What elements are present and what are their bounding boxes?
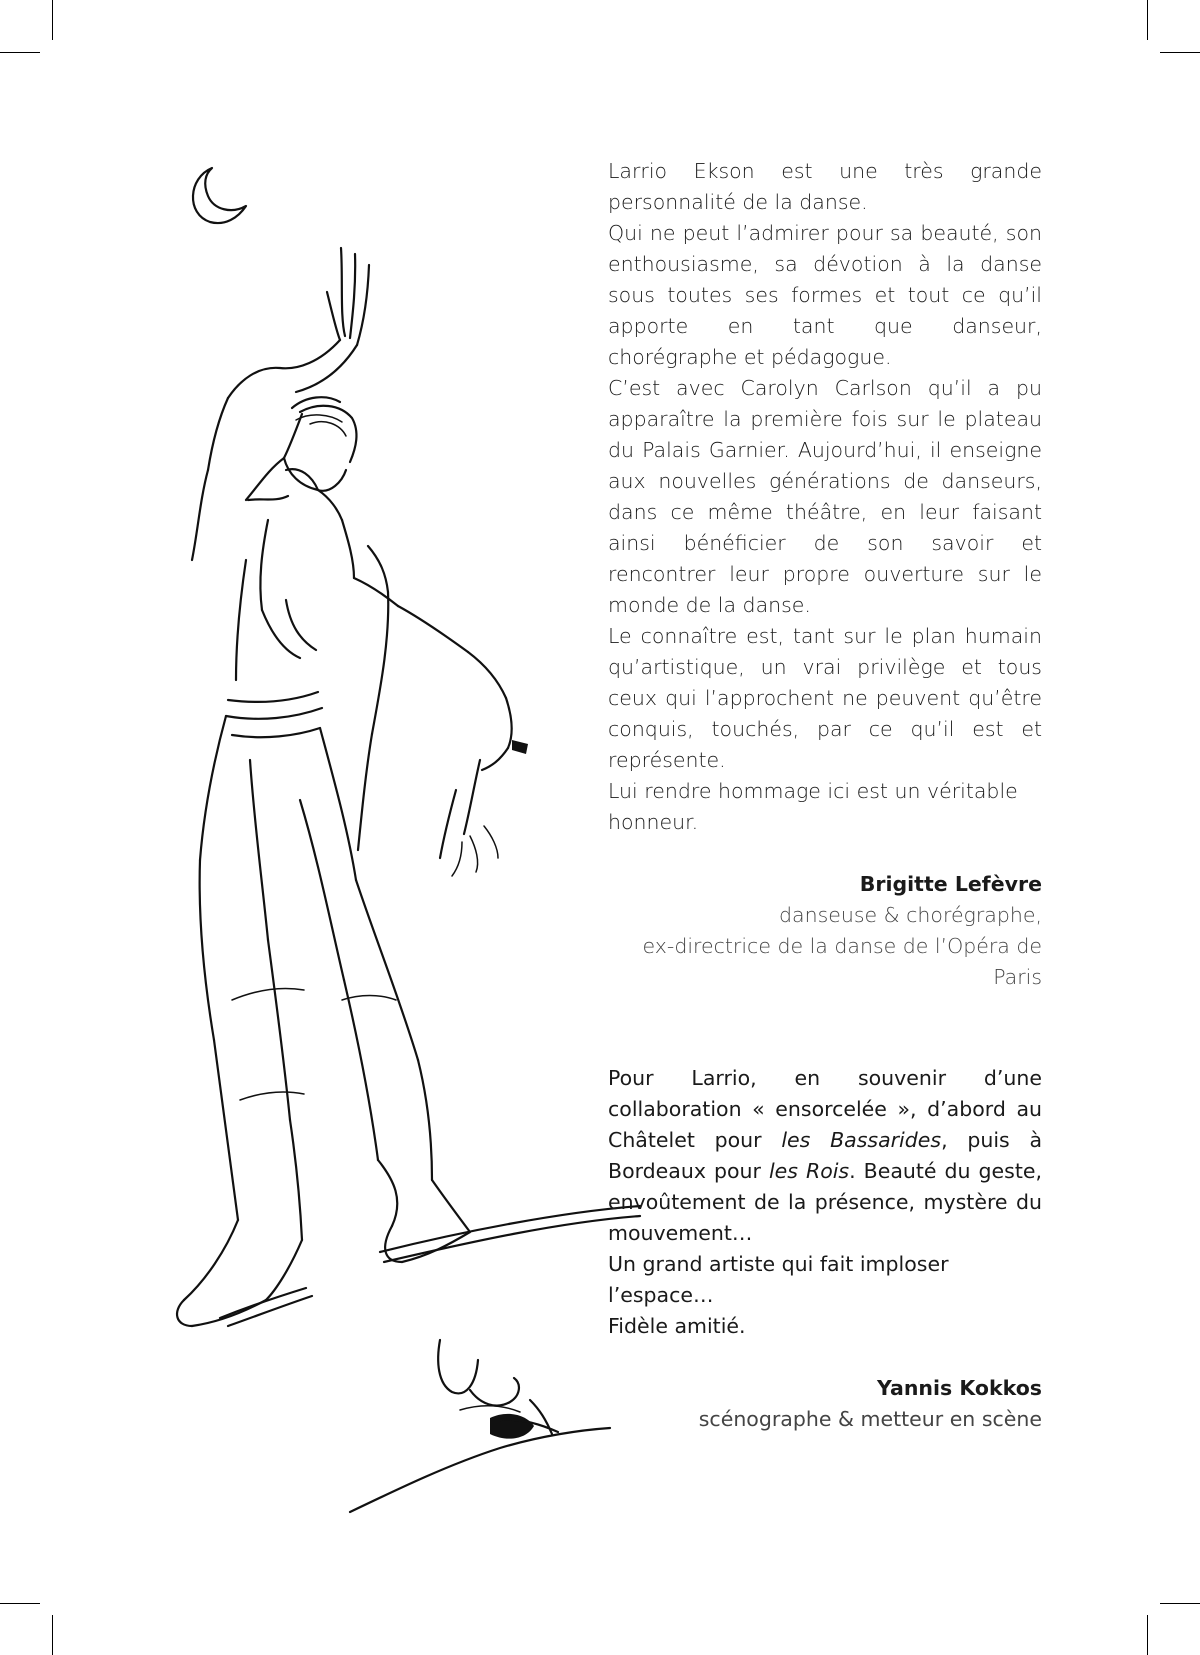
paragraph: Lui rendre hommage ici est un véritable honneur. xyxy=(608,779,1018,834)
text-segment: Pour Larrio, en souvenir d’une collaboration « ensorcelée », d’abord au Châtelet pour xyxy=(608,1066,1042,1152)
author-name: Yannis Kokkos xyxy=(877,1376,1042,1400)
tribute-text-block-2 xyxy=(608,1063,1042,1435)
signature-brigitte-lefevre xyxy=(608,869,1042,993)
paragraph: Larrio Ekson est une très grande personnalité de la danse. xyxy=(608,159,1042,214)
author-role: ex-directrice de la danse de l’Opéra de Paris xyxy=(642,934,1042,989)
work-title: les Rois xyxy=(768,1159,850,1183)
paragraph: Fidèle amitié. xyxy=(608,1314,746,1338)
author-name: Brigitte Lefèvre xyxy=(859,872,1042,896)
paragraph: C’est avec Carolyn Carlson qu’il a pu apparaître la première fois sur le plateau du Palais Garnier. Aujourd’hui, il enseigne aux nouvelles générations de danseurs, dans ce même théâtre, en leur faisant ainsi bénéficier de son savoir et rencontrer leur propre ouverture sur le monde de la danse. xyxy=(608,376,1042,617)
author-role: scénographe & metteur en scène xyxy=(698,1407,1042,1431)
text-segment: , puis à Bordeaux pour xyxy=(608,1128,1043,1183)
moon-icon xyxy=(193,168,246,223)
paragraph: Un grand artiste qui fait imploser l’espace… xyxy=(608,1252,949,1307)
artist-signature xyxy=(438,1340,478,1393)
text-segment: . Beauté du geste, envoûtement de la présence, mystère du mouvement… xyxy=(608,1159,1042,1245)
paragraph: Qui ne peut l’admirer pour sa beauté, son enthousiasme, sa dévotion à la danse sous toutes ses formes et tout ce qu’il apporte en tant que danseur, chorégraphe et pédagogue. xyxy=(608,221,1042,369)
paragraph xyxy=(608,1063,1042,1249)
author-role: danseuse & chorégraphe, xyxy=(779,903,1042,927)
paragraph: Le connaître est, tant sur le plan humain qu’artistique, un vrai privilège et tous ceux qui l’approchent ne peuvent qu’être conquis, touchés, par ce qu’il est et représente. xyxy=(608,624,1042,772)
tribute-text-block-1 xyxy=(608,156,1042,993)
signature-yannis-kokkos xyxy=(608,1373,1042,1435)
work-title: les Bassarides xyxy=(781,1128,942,1152)
